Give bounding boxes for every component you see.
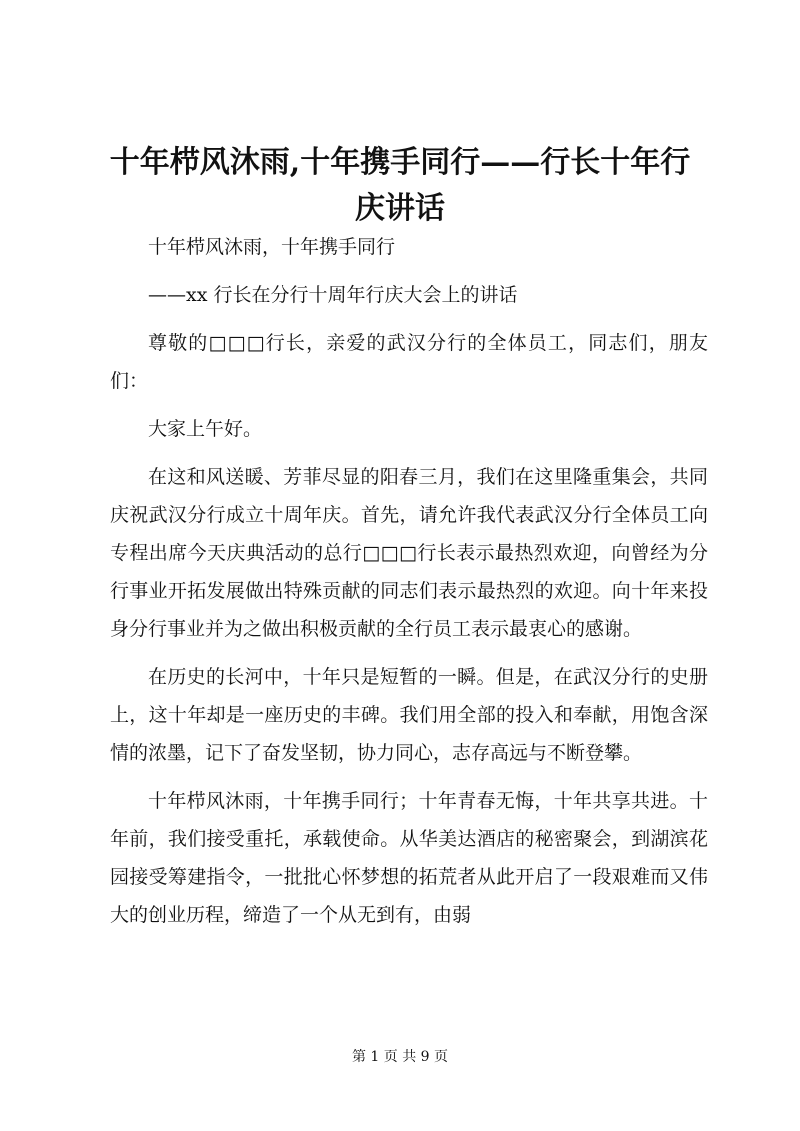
- salutation-paragraph: 尊敬的□□□行长，亲爱的武汉分行的全体员工，同志们，朋友们：: [110, 332, 708, 392]
- subtitle-paragraph: 十年栉风沐雨，十年携手同行: [148, 236, 396, 258]
- title-line-1: 十年栉风沐雨,十年携手同行——行长十年行: [109, 145, 691, 180]
- page-footer: 第 1 页 共 9 页: [351, 1049, 449, 1065]
- title-line-2: 庆讲话: [355, 191, 445, 226]
- document-body: [110, 228, 708, 944]
- byline-paragraph: ——xx 行长在分行十周年行庆大会上的讲话: [148, 284, 518, 306]
- greeting-paragraph: 大家上午好。: [148, 418, 263, 440]
- body-paragraph: 在历史的长河中，十年只是短暂的一瞬。但是，在武汉分行的史册上，这十年却是一座历史的丰碑。我们用全部的投入和奉献，用饱含深情的浓墨，记下了奋发坚韧，协力同心，志存高远与不断登攀。: [110, 666, 708, 764]
- body-paragraph: 十年栉风沐雨，十年携手同行；十年青春无悔，十年共享共进。十年前，我们接受重托，承载使命。从华美达酒店的秘密聚会，到湖滨花园接受筹建指令，一批批心怀梦想的拓荒者从此开启了一段艰难而又伟大的创业历程，缔造了一个从无到有，由弱: [110, 790, 708, 926]
- body-paragraph: 在这和风送暖、芳菲尽显的阳春三月，我们在这里隆重集会，共同庆祝武汉分行成立十周年庆。首先，请允许我代表武汉分行全体员工向专程出席今天庆典活动的总行□□□行长表示最热烈欢迎，向曾经为分行事业开拓发展做出特殊贡献的同志们表示最热烈的欢迎。向十年来投身分行事业并为之做出积极贡献的全行员工表示最衷心的感谢。: [110, 466, 708, 640]
- document-title: [80, 140, 720, 232]
